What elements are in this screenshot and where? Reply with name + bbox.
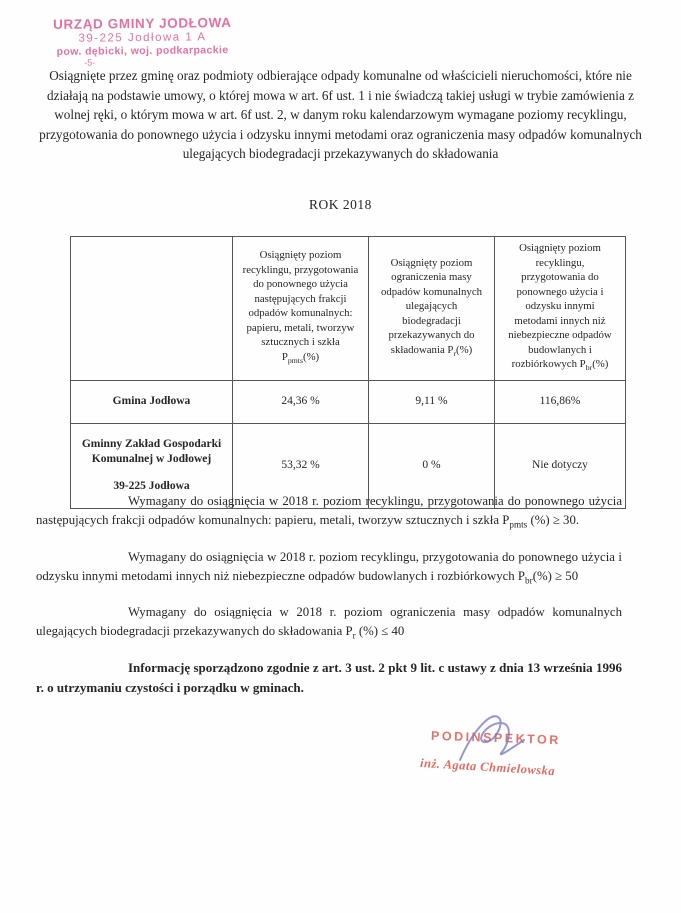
row-label-line: Gminny Zakład Gospodarki Komunalnej w Jodłowej [81, 438, 222, 466]
column-header-pmts [233, 237, 369, 381]
column-header-tail: (%) [456, 343, 473, 356]
legal-note: Informację sporządzono zgodnie z art. 3 ust. 2 pkt 9 lit. c ustawy z dnia 13 września 1996 r. o utrzymaniu czystości i porządku w gminach. [36, 660, 622, 695]
row-label: Gmina Jodłowa [71, 380, 233, 423]
results-table [70, 236, 626, 509]
requirement-text: Wymagany do osiągnięcia w 2018 r. poziom ograniczenia masy odpadów komunalnych ulegających biodegradacji przekazywanych do składowania P [36, 605, 622, 638]
requirement-text: Wymagany do osiągnięcia w 2018 r. poziom recyklingu, przygotowania do ponownego użycia i odzysku innymi metodami innych niż niebezpieczne odpadów budowlanych i rozbiórkowych P [36, 550, 622, 583]
cell-value: 24,36 % [233, 380, 369, 423]
requirement-tail: (%) ≥ 30. [527, 513, 580, 527]
signature-title-stamp: PODINSPEKTOR [430, 728, 562, 748]
intro-paragraph: Osiągnięte przez gminę oraz podmioty odbierające odpady komunalne od właścicieli nieruchomości, które nie działają na podstawie umowy, o której mowa w art. 6f ust. 1 i nie świadczą takiej usługi w trybie zamówienia z wolnej ręki, o którym mowa w art. 6f ust. 2, w danym roku kalendarzowym wymagane poziomy recyklingu, przygotowania do ponownego użycia i odzysku innymi metodami oraz ograniczenia masy odpadów komunalnych ulegających biodegradacji przekazywanych do składowania [39, 68, 642, 161]
column-header-pr [369, 237, 495, 381]
stamp-line-4: -5- [84, 57, 96, 68]
cell-value: Nie dotyczy [495, 423, 626, 508]
cell-value: 116,86% [495, 380, 626, 423]
table-corner-cell [71, 237, 233, 381]
requirement-paragraph-pr [36, 603, 622, 646]
column-header-pbr [495, 237, 626, 381]
column-header-text: Osiągnięty poziom ograniczenia masy odpadów komunalnych ulegających biodegradacji przekazywanych do składowania P [380, 256, 483, 356]
table-row [71, 380, 626, 423]
stamp-line-2: 39-225 Jodłowa 1 A [78, 31, 207, 45]
column-header-text: Osiągnięty poziom recyklingu, przygotowania do ponownego użycia następujących frakcji odpadów komunalnych: papieru, metali, tworzyw sztucznych i szkła P [242, 249, 359, 363]
year-heading: ROK 2018 [309, 197, 372, 212]
requirement-tail: (%) ≤ 40 [355, 624, 405, 638]
symbol-subscript: r [453, 348, 457, 358]
symbol-subscript: br [525, 575, 533, 586]
symbol-subscript: pmts [509, 519, 528, 530]
symbol-subscript: pmts [287, 355, 303, 365]
table-header-row [71, 237, 626, 381]
column-header-tail: (%) [592, 358, 609, 370]
symbol-subscript: br [585, 363, 593, 373]
row-label-line: 39-225 Jodłowa [113, 480, 190, 493]
requirement-text: Wymagany do osiągnięcia w 2018 r. poziom recyklingu, przygotowania do ponownego użycia następujących frakcji odpadów komunalnych: papieru, metali, tworzyw sztucznych i szkła P [36, 494, 622, 527]
column-header-tail: (%) [302, 350, 320, 363]
column-header-text: Osiągnięty poziom recyklingu, przygotowania do ponownego użycia i odzysku innymi metodami innych niż niebezpieczne odpadów budowlanych i rozbiórkowych P [508, 242, 612, 370]
stamp-line-3: pow. dębicki, woj. podkarpackie [56, 44, 229, 58]
cell-value: 53,32 % [233, 423, 369, 508]
cell-value: 9,11 % [369, 380, 495, 423]
cell-value: 0 % [369, 423, 495, 508]
symbol-subscript: r [352, 630, 356, 641]
signature-name-stamp: inż. Agata Chmielowska [419, 755, 556, 779]
requirement-paragraph-pmts [36, 492, 622, 535]
requirement-tail: (%) ≥ 50 [532, 569, 579, 583]
office-stamp [40, 15, 246, 68]
stamp-line-1: URZĄD GMINY JODŁOWA [53, 15, 232, 32]
requirement-paragraph-pbr [36, 548, 622, 591]
